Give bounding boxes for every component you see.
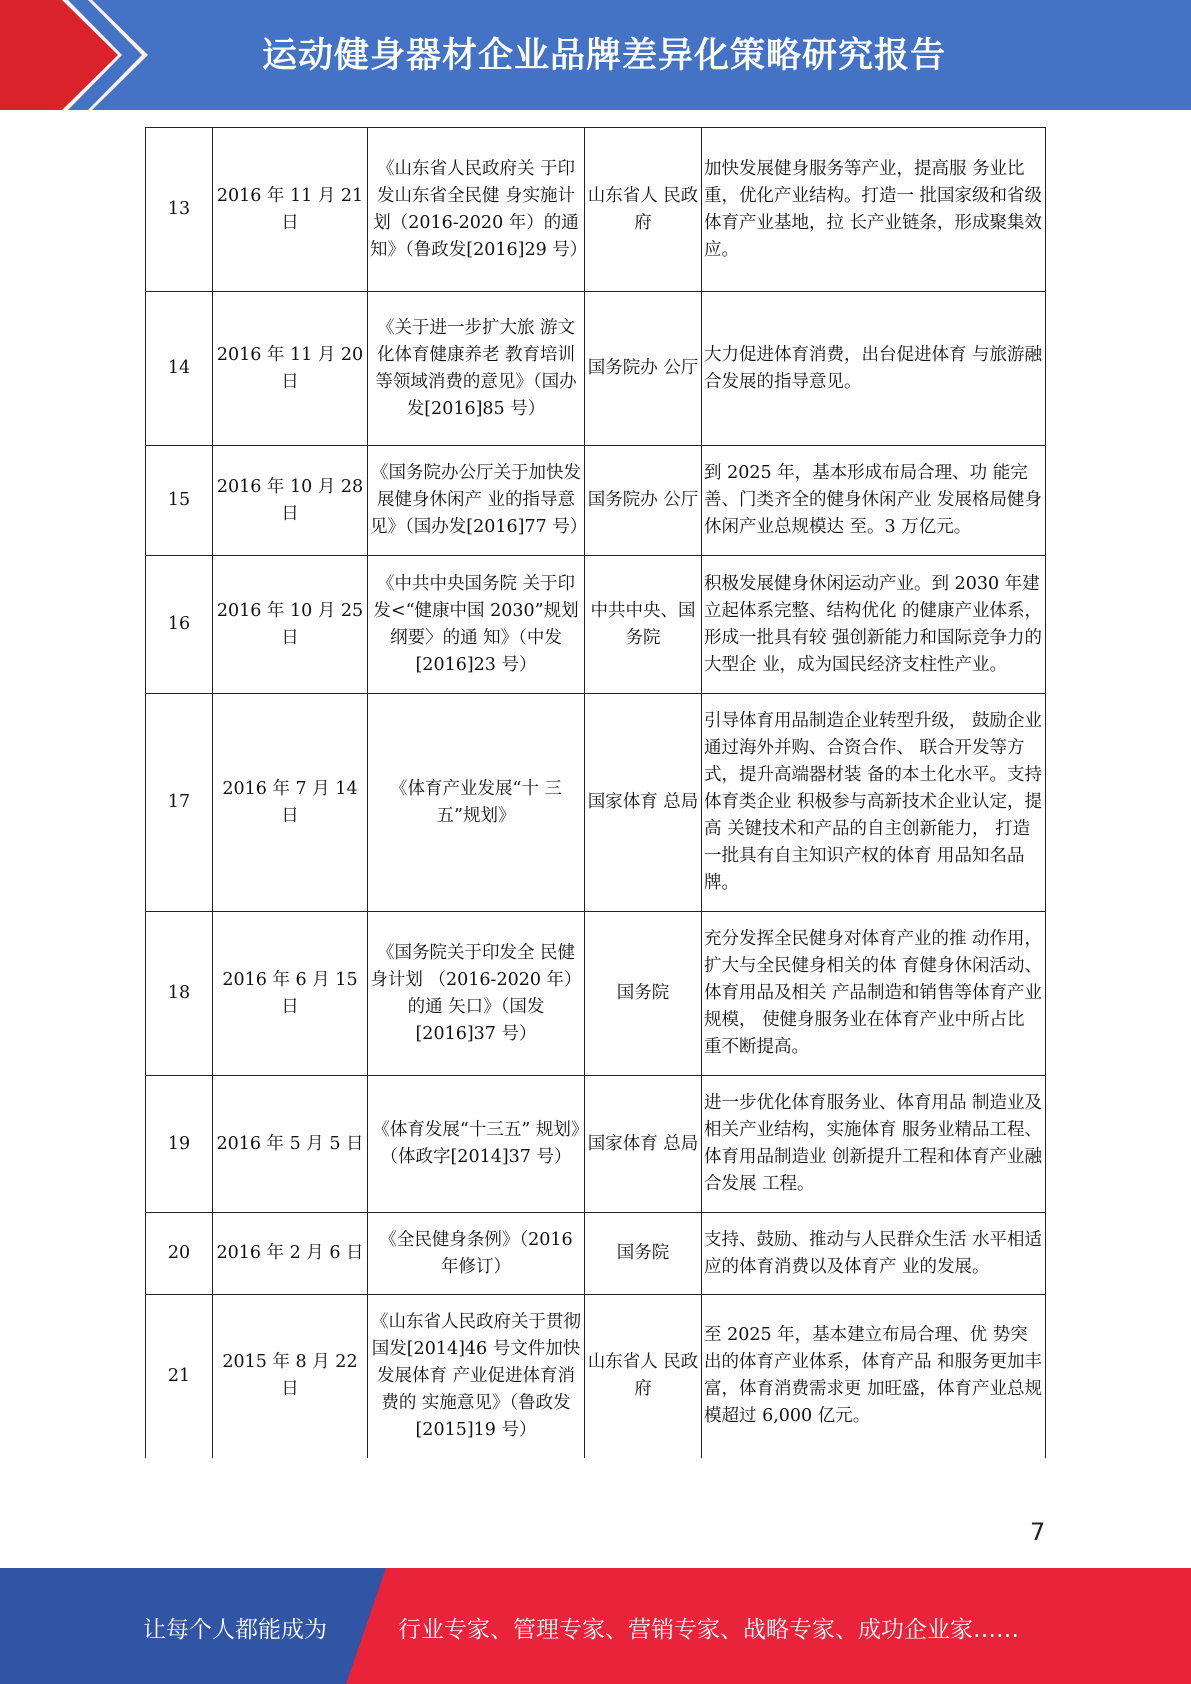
table-row xyxy=(146,1076,1046,1213)
row-date: 2016 年 5 月 5 日 xyxy=(213,1076,368,1213)
footer-slogan-left: 让每个人都能成为 xyxy=(143,1617,327,1643)
row-issuer: 山东省人 民政府 xyxy=(585,1295,702,1458)
footer-slogan-right: 行业专家、管理专家、营销专家、战略专家、成功企业家…… xyxy=(398,1617,1019,1643)
row-number: 14 xyxy=(146,292,213,446)
page-number: 7 xyxy=(1030,1518,1046,1546)
table-row xyxy=(146,694,1046,912)
policy-table xyxy=(145,127,1046,1458)
row-number: 18 xyxy=(146,912,213,1076)
row-document: 《全民健身条例》（2016 年修订） xyxy=(368,1213,585,1295)
row-issuer: 国务院 xyxy=(585,1213,702,1295)
table-row xyxy=(146,128,1046,292)
table-row xyxy=(146,1213,1046,1295)
row-issuer: 国务院办 公厅 xyxy=(585,292,702,446)
row-content: 加快发展健身服务等产业，提高服 务业比重，优化产业结构。打造一 批国家级和省级体育产业基地，拉 长产业链条，形成聚集效应。 xyxy=(702,128,1046,292)
row-document: 《关于进一步扩大旅 游文化体育健康养老 教育培训等领域消费的意见》（国办发[2016]85 号） xyxy=(368,292,585,446)
page-header xyxy=(0,0,1191,110)
row-document: 《山东省人民政府关 于印发山东省全民健 身实施计划（2016-2020 年）的通知》（鲁政发[2016]29 号） xyxy=(368,128,585,292)
row-date: 2016 年 6 月 15 日 xyxy=(213,912,368,1076)
report-title: 运动健身器材企业品牌差异化策略研究报告 xyxy=(262,36,947,76)
row-content: 进一步优化体育服务业、体育用品 制造业及相关产业结构，实施体育 服务业精品工程、体育用品制造业 创新提升工程和体育产业融合发展 工程。 xyxy=(702,1076,1046,1213)
row-document: 《中共中央国务院 关于印发<“健康中国 2030”规划纲要〉的通 知》（中发[2016]23 号） xyxy=(368,556,585,694)
row-number: 19 xyxy=(146,1076,213,1213)
row-date: 2016 年 2 月 6 日 xyxy=(213,1213,368,1295)
row-content: 至 2025 年，基本建立布局合理、优 势突出的体育产业体系，体育产品 和服务更加丰富，体育消费需求更 加旺盛，体育产业总规模超过 6,000 亿元。 xyxy=(702,1295,1046,1458)
row-content: 积极发展健身休闲运动产业。到 2030 年建立起体系完整、结构优化 的健康产业体系，形成一批具有较 强创新能力和国际竞争力的大型企 业，成为国民经济支柱性产业。 xyxy=(702,556,1046,694)
page-footer xyxy=(0,1568,1191,1684)
row-date: 2016 年 10 月 25 日 xyxy=(213,556,368,694)
table-row xyxy=(146,556,1046,694)
row-issuer: 国务院办 公厅 xyxy=(585,446,702,556)
row-number: 20 xyxy=(146,1213,213,1295)
row-document: 《体育产业发展“十 三五”规划》 xyxy=(368,694,585,912)
row-issuer: 中共中央、国务院 xyxy=(585,556,702,694)
row-content: 到 2025 年，基本形成布局合理、功 能完善、门类齐全的健身休闲产业 发展格局健身休闲产业总规模达 至。3 万亿元。 xyxy=(702,446,1046,556)
row-issuer: 国务院 xyxy=(585,912,702,1076)
row-date: 2015 年 8 月 22 日 xyxy=(213,1295,368,1458)
row-issuer: 国家体育 总局 xyxy=(585,694,702,912)
row-issuer: 山东省人 民政府 xyxy=(585,128,702,292)
row-number: 15 xyxy=(146,446,213,556)
row-number: 16 xyxy=(146,556,213,694)
row-issuer: 国家体育 总局 xyxy=(585,1076,702,1213)
row-date: 2016 年 10 月 28 日 xyxy=(213,446,368,556)
row-number: 13 xyxy=(146,128,213,292)
row-document: 《国务院关于印发全 民健身计划 （2016-2020 年）的通 矢口》（国发[2016]37 号） xyxy=(368,912,585,1076)
row-document: 《体育发展“十三五” 规划》（体政字[2014]37 号） xyxy=(368,1076,585,1213)
row-content: 充分发挥全民健身对体育产业的推 动作用，扩大与全民健身相关的体 育健身休闲活动、体育用品及相关 产品制造和销售等体育产业规模， 使健身服务业在体育产业中所占比 重不断提高。 xyxy=(702,912,1046,1076)
row-content: 引导体育用品制造企业转型升级， 鼓励企业通过海外并购、合资合作、 联合开发等方式，提升高端器材装 备的本土化水平。支持体育类企业 积极参与高新技术企业认定，提高 关键技术和产品的自主创新能力， 打造一批具有自主知识产权的体育 用品知名品牌。 xyxy=(702,694,1046,912)
table-row xyxy=(146,912,1046,1076)
row-content: 大力促进体育消费，出台促进体育 与旅游融合发展的指导意见。 xyxy=(702,292,1046,446)
row-number: 17 xyxy=(146,694,213,912)
row-number: 21 xyxy=(146,1295,213,1458)
row-document: 《山东省人民政府关于贯彻国发[2014]46 号文件加快发展体育 产业促进体育消费的 实施意见》（鲁政发[2015]19 号） xyxy=(368,1295,585,1458)
table-row xyxy=(146,292,1046,446)
row-date: 2016 年 11 月 20 日 xyxy=(213,292,368,446)
row-date: 2016 年 11 月 21 日 xyxy=(213,128,368,292)
table-row xyxy=(146,446,1046,556)
table-row xyxy=(146,1295,1046,1458)
row-document: 《国务院办公厅关于加快发展健身休闲产 业的指导意见》（国办发[2016]77 号） xyxy=(368,446,585,556)
row-content: 支持、鼓励、推动与人民群众生活 水平相适应的体育消费以及体育产 业的发展。 xyxy=(702,1213,1046,1295)
row-date: 2016 年 7 月 14 日 xyxy=(213,694,368,912)
